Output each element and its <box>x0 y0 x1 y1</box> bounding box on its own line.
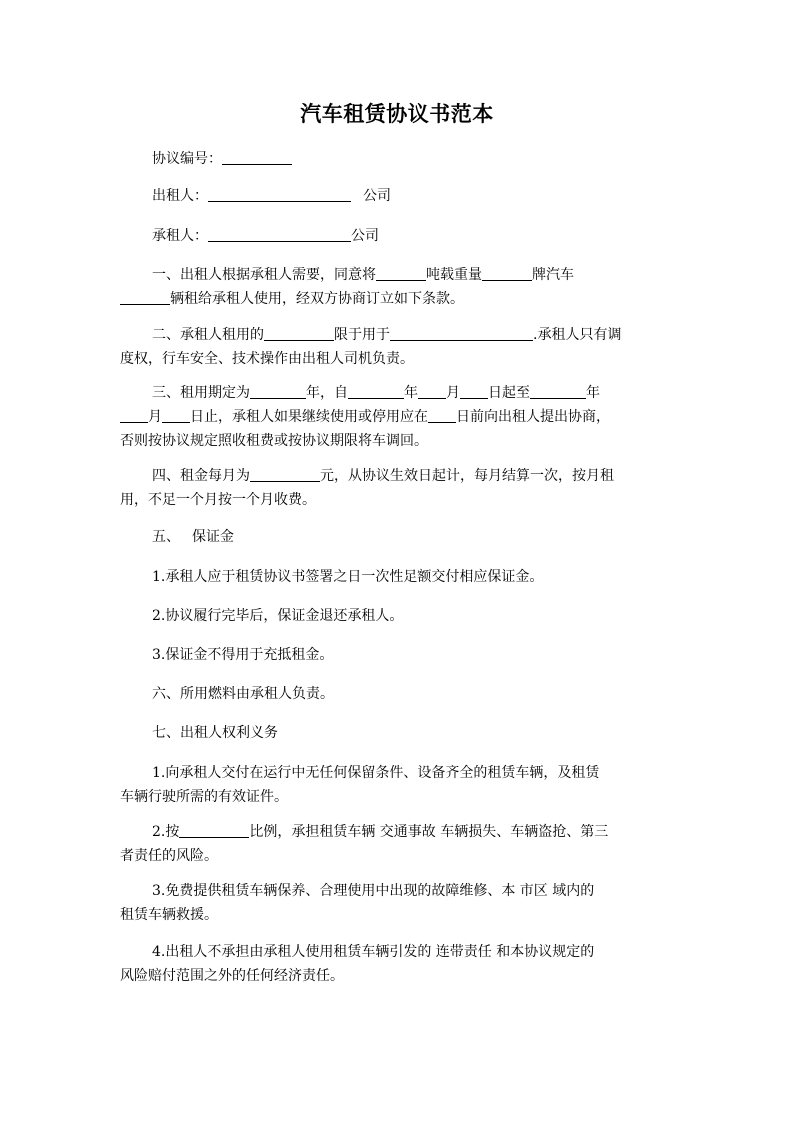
clause-7-heading: 七、出租人权利义务 <box>152 725 278 741</box>
clause-5-heading-number: 五、 <box>152 529 180 545</box>
clause-3-text-b: 年，自 <box>306 385 348 401</box>
clause-3-blank-start-year <box>348 383 404 399</box>
agreement-number-line <box>120 147 708 171</box>
clause-7-item-3-line-1: 3.免费提供租赁车辆保养、合理使用中出现的故障维修、本 市区 域内的 <box>152 883 595 899</box>
clause-7-item-2-text-a: 2.按 <box>152 824 180 840</box>
clause-6: 六、所用燃料由承租人负责。 <box>152 686 334 702</box>
lessee-line <box>120 224 708 248</box>
lessee-blank <box>208 226 351 242</box>
lessor-line <box>120 184 708 208</box>
agreement-number-blank <box>222 149 292 165</box>
lessor-label: 出租人： <box>152 188 208 204</box>
clause-1-blank-3 <box>120 289 170 305</box>
clause-7-item-1-line-2: 车辆行驶所需的有效证件。 <box>120 789 288 805</box>
clause-2-text-c: .承租人只有调 <box>533 327 622 343</box>
clause-1-text-b: 吨载重量 <box>426 267 482 283</box>
clause-5-heading-text: 保证金 <box>192 529 234 545</box>
clause-3-text-a: 三、租用期定为 <box>152 385 250 401</box>
clause-2-text-d: 度权，行车安全、技术操作由出租人司机负责。 <box>120 351 414 367</box>
clause-3-text-f: 年 <box>586 385 600 401</box>
clause-5-item-2: 2.协议履行完毕后，保证金退还承租人。 <box>152 608 404 624</box>
clause-2-blank-1 <box>264 325 334 341</box>
clause-3-text-g: 月 <box>148 409 162 425</box>
clause-1-text-c: 牌汽车 <box>532 267 574 283</box>
clause-7-item-1 <box>120 761 676 809</box>
clause-3-text-j: 否则按协议规定照收租费或按协议期限将车调回。 <box>120 433 428 449</box>
clause-2-blank-2 <box>390 325 533 341</box>
clause-3-text-c: 年 <box>404 385 418 401</box>
clause-1-text-d: 辆租给承租人使用，经双方协商订立如下条款。 <box>170 291 464 307</box>
clause-3-blank-end-year <box>530 383 586 399</box>
lessee-label: 承租人： <box>152 228 208 244</box>
lessor-blank <box>208 186 351 202</box>
clause-4-blank-rent <box>250 466 320 482</box>
clause-3-text-i: 日前向出租人提出协商， <box>456 409 610 425</box>
clause-4 <box>120 464 676 512</box>
clause-1-blank-2 <box>482 265 532 281</box>
clause-4-text-b: 元，从协议生效日起计，每月结算一次，按月租 <box>320 468 614 484</box>
clause-1 <box>120 263 676 311</box>
clause-3-blank-end-month <box>120 407 148 423</box>
agreement-number-label: 协议编号： <box>152 151 222 167</box>
clause-3-blank-start-day <box>460 383 488 399</box>
lessor-suffix: 公司 <box>363 188 391 204</box>
clause-3-text-d: 月 <box>446 385 460 401</box>
clause-1-blank-1 <box>376 265 426 281</box>
clause-7-item-2-blank-ratio <box>179 822 249 838</box>
clause-3-blank-notice-days <box>428 407 456 423</box>
clause-3-text-h: 日止，承租人如果继续使用或停用应在 <box>190 409 428 425</box>
clause-3-blank-end-day <box>162 407 190 423</box>
clause-1-text-a: 一、出租人根据承租人需要，同意将 <box>152 267 376 283</box>
clause-3 <box>120 381 676 453</box>
clause-7-item-3-line-2: 租赁车辆救援。 <box>120 907 218 923</box>
clause-7-item-3 <box>120 879 676 927</box>
clause-2-text-a: 二、承租人租用的 <box>152 327 264 343</box>
clause-7-item-2-text-b: 比例，承担租赁车辆 交通事故 车辆损失、车辆盗抢、第三 <box>249 824 609 840</box>
clause-3-blank-years <box>250 383 306 399</box>
clause-2 <box>120 323 676 371</box>
clause-7-item-2 <box>120 820 676 868</box>
document-title: 汽车租赁协议书范本 <box>300 101 494 126</box>
lessee-suffix: 公司 <box>351 228 379 244</box>
clause-3-blank-start-month <box>418 383 446 399</box>
clause-5-item-3: 3.保证金不得用于充抵租金。 <box>152 647 334 663</box>
clause-5-heading <box>120 525 708 549</box>
clause-4-text-a: 四、租金每月为 <box>152 468 250 484</box>
clause-5-item-1: 1.承租人应于租赁协议书签署之日一次性足额交付相应保证金。 <box>152 569 544 585</box>
clause-7-item-4-line-2: 风险赔付范围之外的任何经济责任。 <box>120 968 344 984</box>
clause-2-text-b: 限于用于 <box>334 327 390 343</box>
clause-7-item-4 <box>120 940 676 988</box>
clause-3-text-e: 日起至 <box>488 385 530 401</box>
clause-7-item-1-line-1: 1.向承租人交付在运行中无任何保留条件、设备齐全的租赁车辆，及租赁 <box>152 765 600 781</box>
clause-7-item-4-line-1: 4.出租人不承担由承租人使用租赁车辆引发的 连带责任 和本协议规定的 <box>152 944 595 960</box>
clause-7-item-2-text-c: 者责任的风险。 <box>120 848 218 864</box>
clause-4-text-c: 用，不足一个月按一个月收费。 <box>120 492 316 508</box>
